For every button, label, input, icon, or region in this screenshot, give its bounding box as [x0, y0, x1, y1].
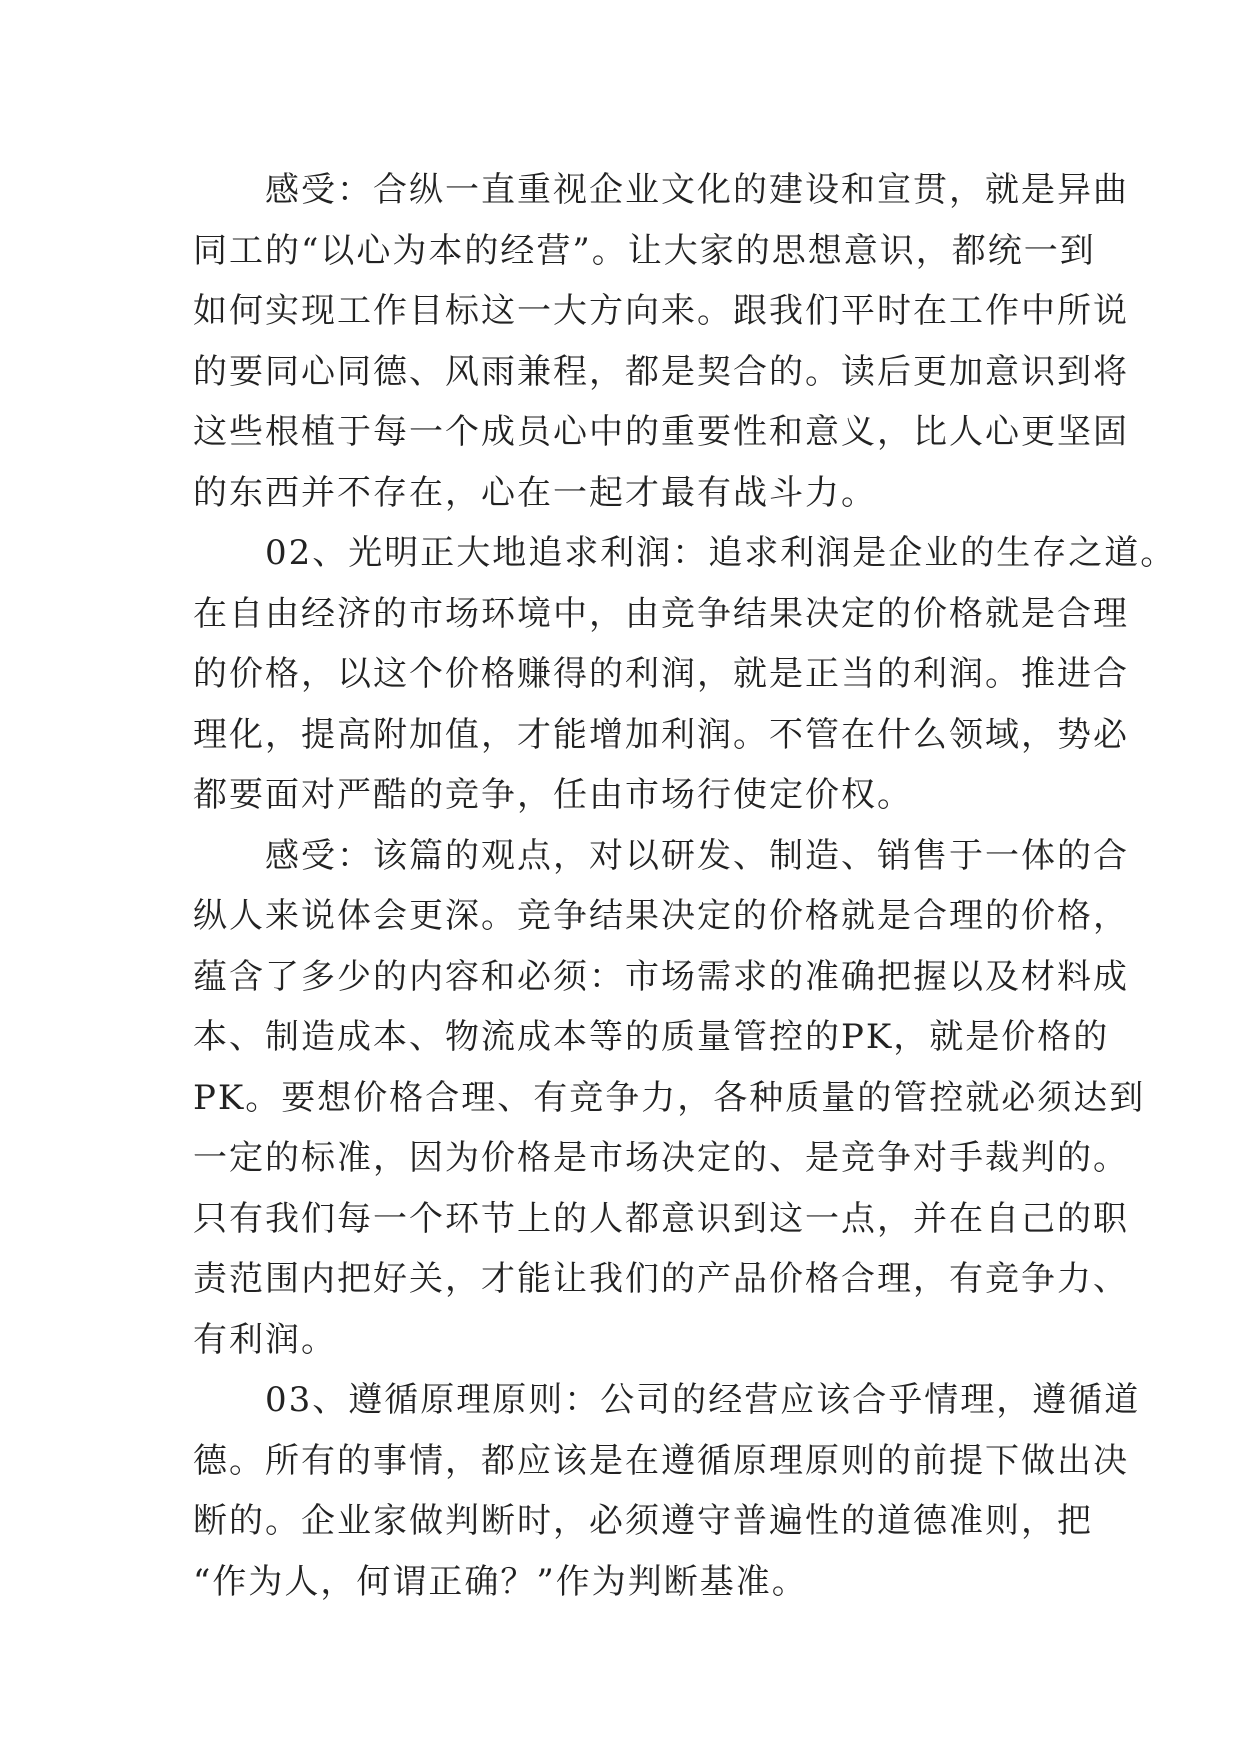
text-line: 感受：合纵一直重视企业文化的建设和宣贯，就是异曲 [193, 170, 1129, 210]
paragraph-reflection-1 [193, 160, 1129, 523]
text-line: PK。要想价格合理、有竞争力，各种质量的管控就必须达到 [193, 1077, 1146, 1118]
text-line: 责范围内把好关，才能让我们的产品价格合理，有竞争力、 [193, 1259, 1129, 1299]
document-body [193, 160, 1177, 1612]
paragraph-section-02 [193, 523, 1177, 826]
text-line: 在自由经济的市场环境中，由竞争结果决定的价格就是合理 [193, 593, 1129, 634]
paragraph-reflection-2 [193, 826, 1146, 1371]
text-line: 都要面对严酷的竞争，任由市场行使定价权。 [193, 775, 913, 815]
text-line: 02、光明正大地追求利润：追求利润是企业的生存之道。 [193, 533, 1177, 573]
text-line: 本、制造成本、物流成本等的质量管控的PK，就是价格的 [193, 1017, 1110, 1057]
text-line: 一定的标准，因为价格是市场决定的、是竞争对手裁判的。 [193, 1138, 1129, 1178]
text-line: 断的。企业家做判断时，必须遵守普遍性的道德准则，把 [193, 1501, 1093, 1541]
text-line: 德。所有的事情，都应该是在遵循原理原则的前提下做出决 [193, 1440, 1129, 1481]
text-line: 有利润。 [193, 1319, 337, 1360]
text-line: 如何实现工作目标这一大方向来。跟我们平时在工作中所说 [193, 291, 1129, 331]
paragraph-section-03 [193, 1370, 1141, 1612]
text-line: 的价格，以这个价格赚得的利润，就是正当的利润。推进合 [193, 654, 1129, 694]
text-line: 03、遵循原理原则：公司的经营应该合乎情理，遵循道 [193, 1380, 1141, 1420]
text-line: 的要同心同德、风雨兼程，都是契合的。读后更加意识到将 [193, 351, 1129, 392]
text-line: 这些根植于每一个成员心中的重要性和意义，比人心更坚固 [193, 412, 1129, 452]
text-line: 感受：该篇的观点，对以研发、制造、销售于一体的合 [193, 835, 1129, 876]
text-line: 的东西并不存在，心在一起才最有战斗力。 [193, 472, 877, 513]
text-line: 蕴含了多少的内容和必须：市场需求的准确把握以及材料成 [193, 956, 1129, 997]
text-line: 理化，提高附加值，才能增加利润。不管在什么领域，势必 [193, 714, 1129, 755]
text-line: “作为人，何谓正确？”作为判断基准。 [193, 1561, 808, 1602]
text-line: 同工的“以心为本的经营”。让大家的思想意识，都统一到 [193, 230, 1096, 271]
text-line: 只有我们每一个环节上的人都意识到这一点，并在自己的职 [193, 1198, 1129, 1239]
text-line: 纵人来说体会更深。竞争结果决定的价格就是合理的价格， [193, 896, 1129, 936]
